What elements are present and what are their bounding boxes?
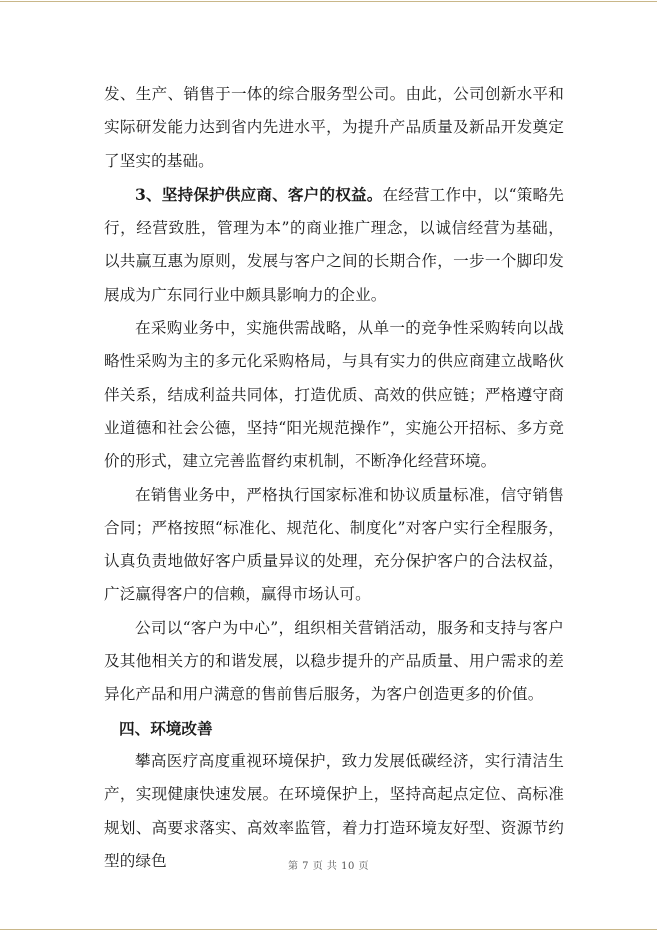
document-page: [104, 78, 564, 878]
paragraph-supplier-customer-rights: [104, 178, 564, 312]
paragraph-lead-heading: 3、坚持保护供应商、客户的权益。: [135, 184, 383, 204]
paragraph-customer-center: 公司以“客户为中心”，组织相关营销活动，服务和支持与客户及其他相关方的和谐发展，以稳步提升的产品质量、用户需求的差异化产品和用户满意的售前售后服务，为客户创造更多的价值。: [104, 618, 564, 704]
paragraph-procurement: 在采购业务中，实施供需战略，从单一的竞争性采购转向以战略性采购为主的多元化采购格局，与具有实力的供应商建立战略伙伴关系，结成利益共同体，打造优质、高效的供应链；严格遵守商业道德和社会公德，坚持“阳光规范操作”，实施公开招标、多方竞价的形式，建立完善监督约束机制，不断净化经营环境。: [104, 319, 564, 471]
paragraph-body: 在经营工作中，以“策略先行，经营致胜，管理为本”的商业推广理念，以诚信经营为基础，以共赢互惠为原则，发展与客户之间的长期合作，一步一个脚印发展成为广东同行业中颇具影响力的企业。: [104, 185, 564, 304]
page-number-footer: 第 7 页 共 10 页: [288, 861, 369, 872]
paragraph-continuation: 发、生产、销售于一体的综合服务型公司。由此，公司创新水平和实际研发能力达到省内先进水平，为提升产品质量及新品开发奠定了坚实的基础。: [104, 85, 564, 170]
bottom-border-rule: [0, 929, 657, 930]
paragraph-environment: 攀高医疗高度重视环境保护，致力发展低碳经济，实行清洁生产，实现健康快速发展。在环境保护上，坚持高起点定位、高标准规划、高要求落实、高效率监管，着力打造环境友好型、资源节约型的绿色: [104, 751, 564, 870]
top-border-rule: [0, 1, 657, 2]
paragraph-sales: 在销售业务中，严格执行国家标准和协议质量标准，信守销售合同；严格按照“标准化、规范化、制度化”对客户实行全程服务，认真负责地做好客户质量异议的处理，充分保护客户的合法权益，广泛赢得客户的信赖，赢得市场认可。: [104, 485, 564, 604]
section-heading-environment: 四、环境改善: [119, 718, 213, 738]
